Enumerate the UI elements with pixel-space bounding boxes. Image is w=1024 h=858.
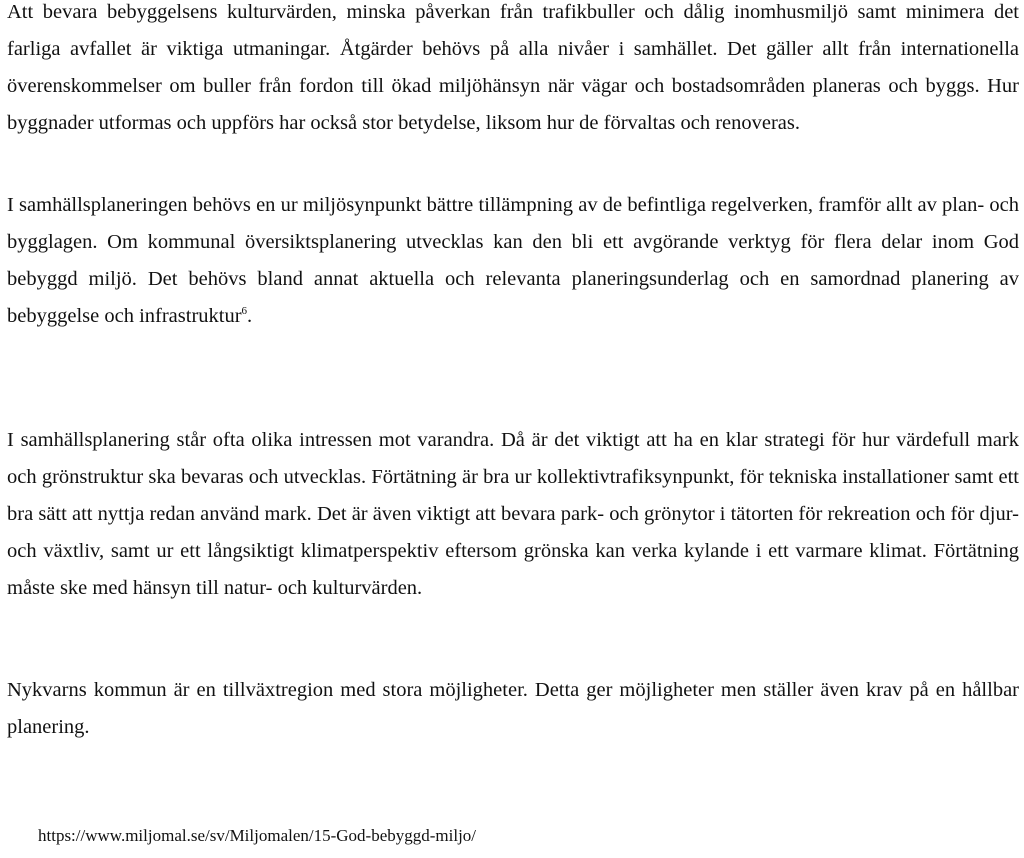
paragraph-densification: I samhällsplanering står ofta olika intressen mot varandra. Då är det viktigt att ha en klar strategi för hur värdefull mark och grönstruktur ska bevaras och utvecklas. Förtätning är bra ur kollektivtrafiksynpunkt, för tekniska installationer samt ett bra sätt att nyttja redan använd mark. Det är även viktigt att bevara park- och grönytor i tätorten för rekreation och för djur- och växtliv, samt ur ett långsiktigt klimatperspektiv eftersom grönska kan verka kylande i ett varmare klimat. Förtätning måste ske med hänsyn till natur- och kulturvärden. [7, 429, 1019, 599]
paragraph-planning-tail: . [247, 305, 253, 327]
paragraph-nykvarn: Nykvarns kommun är en tillväxtregion med stora möjligheter. Detta ger möjligheter men ställer även krav på en hållbar planering. [7, 679, 1019, 738]
paragraph-cultural-values: Att bevara bebyggelsens kulturvärden, minska påverkan från trafikbuller och dålig inomhusmiljö samt minimera det farliga avfallet är viktiga utmaningar. Åtgärder behövs på alla nivåer i samhället. Det gäller allt från internationella överenskommelser om buller från fordon till ökad miljöhänsyn när vägar och bostadsområden planeras och byggs. Hur byggnader utformas och uppförs har också stor betydelse, liksom hur de förvaltas och renoveras. [7, 1, 1019, 134]
paragraph-planning-text: I samhällsplaneringen behövs en ur miljösynpunkt bättre tillämpning av de befintliga regelverken, framför allt av plan- och bygglagen. Om kommunal översiktsplanering utvecklas kan den bli ett avgörande verktyg för flera delar inom God bebyggd miljö. Det behövs bland annat aktuella och relevanta planeringsunderlag och en samordnad planering av bebyggelse och infrastruktur [7, 194, 1019, 327]
footnote-reference[interactable]: 6 [241, 305, 248, 318]
footnote-url[interactable]: https://www.miljomal.se/sv/Miljomalen/15-God-bebyggd-miljo/ [38, 826, 477, 845]
paragraph-planning-regulations [7, 187, 1019, 335]
